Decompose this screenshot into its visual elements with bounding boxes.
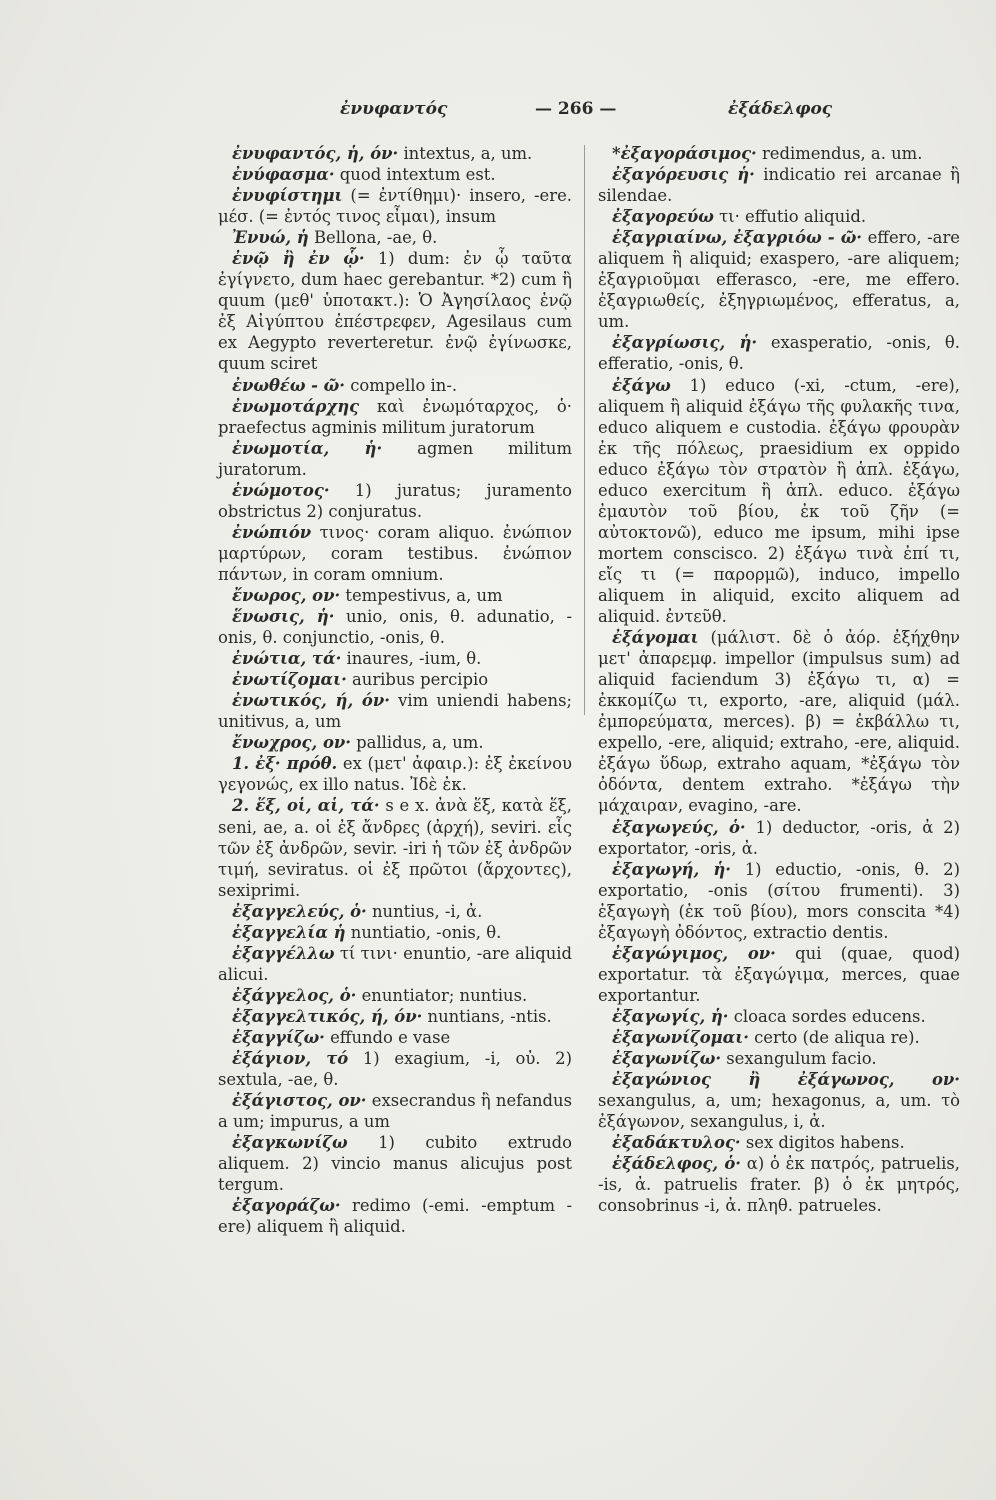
entry-definition: compello in-. (344, 375, 458, 395)
dictionary-entry (218, 227, 572, 248)
entry-definition: nuntiatio, -onis, θ. (345, 922, 502, 942)
entry-definition: quod intextum est. (334, 165, 496, 185)
header-first-word: ἐνυφαντός (340, 99, 448, 119)
dictionary-entry (218, 143, 572, 164)
entry-definition: τί τινι· enuntio, -are aliquid alicui. (218, 943, 572, 984)
entry-headword: 1. ἐξ· πρόθ. (232, 754, 338, 774)
dictionary-entry (218, 396, 572, 438)
dictionary-entry (598, 1006, 960, 1027)
entry-definition: (μάλιστ. δὲ ὁ ἀόρ. ἐξήχθην μετ' ἀπαρεμφ. impellor (impulsus sum) ad aliquid faciendum 3) ἐξάγω τι, α) = ἐκκομίζω τι, exporto, -are, aliquid (μάλ. ἐμπορεύματα, merces). β) = ἐκβάλλω τι, expello, -ere, aliquid; extraho, -ere, aliquid. ἐξάγω ὕδωρ, extraho aquam, *ἐξάγω τὸν ὀδόντα, dentem extraho. *ἐξάγω τὴν μάχαιραν, evagino, -are. (598, 628, 960, 816)
dictionary-entry (218, 901, 572, 922)
entry-definition: exsecrandus ἢ nefandus a um; impurus, a um (218, 1091, 572, 1132)
entry-definition: indicatio rei arcanae ἢ silendae. (598, 165, 960, 206)
entry-headword: ἐξαγκωνίζω (232, 1133, 348, 1153)
entry-definition: τινος· coram aliquo. ἐνώπιον μαρτύρων, coram testibus. ἐνώπιον πάντων, in coram omnium. (218, 522, 572, 584)
dictionary-entry (218, 438, 572, 480)
entry-headword: ἐνώτια, τά· (232, 649, 342, 669)
entry-definition: redimo (-emi. -emptum -ere) aliquem ἢ aliquid. (218, 1196, 572, 1237)
dictionary-entry (218, 164, 572, 185)
entry-definition: sexangulum facio. (721, 1049, 877, 1069)
entry-definition: sex digitos habens. (740, 1133, 905, 1153)
dictionary-entry (218, 1195, 572, 1237)
entry-headword: ἐνώμοτος· (232, 480, 330, 500)
dictionary-entry (218, 1132, 572, 1195)
entry-headword: ἐξαγγελεύς, ὁ· (232, 901, 367, 921)
entry-headword: ἐνυφαντός, ἡ, όν· (232, 144, 399, 163)
dictionary-entry (598, 627, 960, 816)
entry-definition: effundo e vase (324, 1027, 451, 1047)
entry-headword: ἐνώπιόν (232, 522, 312, 542)
dictionary-entry (218, 585, 572, 606)
entry-definition: tempestivus, a, um (340, 585, 503, 605)
dictionary-entry (598, 1048, 960, 1069)
entry-headword: ἐξαγγελία ἡ (232, 922, 346, 942)
dictionary-entry (218, 248, 572, 374)
entry-headword: ἐξαγγίζω· (232, 1027, 325, 1047)
dictionary-entry (218, 1090, 572, 1132)
right-column (598, 143, 960, 1216)
entry-headword: ἐξαγγέλλω (232, 943, 335, 963)
dictionary-entry (218, 753, 572, 795)
dictionary-entry (598, 859, 960, 943)
dictionary-entry (218, 795, 572, 900)
dictionary-entry (218, 1048, 572, 1090)
entry-headword: ἐξάγιστος, ον· (232, 1091, 367, 1111)
dictionary-entry (598, 332, 960, 374)
dictionary-entry (598, 1069, 960, 1132)
entry-definition: certo (de aliqua re). (748, 1027, 920, 1047)
entry-definition: ex (μετ' ἀφαιρ.): ἐξ ἐκείνου γεγονώς, ex illo natus. Ἰδὲ ἐκ. (218, 754, 572, 795)
dictionary-entry (598, 1027, 960, 1048)
dictionary-entry (598, 143, 960, 164)
entry-definition: 1) dum: ἐν ᾧ ταῦτα ἐγίγνετο, dum haec gerebantur. *2) cum ἢ quum (μεθ' ὑποτακτ.): Ὁ Ἀγησίλαος ἐνῷ ἐξ Αἰγύπτου ἐπέστρεφεν, Agesilaus cum ex Aegypto reverteretur. ἐνῷ ἐγίνωσκε, quum sciret (218, 249, 572, 374)
entry-headword: ἐξαγριαίνω, ἐξαγριόω - ῶ· (612, 228, 863, 248)
dictionary-entry (218, 943, 572, 985)
entry-headword: ἐνύφασμα· (232, 165, 335, 185)
entry-definition: 1) juratus; juramento obstrictus 2) conjuratus. (218, 480, 572, 521)
entry-headword: ἕνωσις, ἡ· (232, 607, 335, 627)
dictionary-entry (218, 985, 572, 1006)
entry-headword: ἐξαγωνίζομαι· (612, 1027, 749, 1047)
dictionary-entry (598, 817, 960, 859)
entry-definition: 1) educo (-xi, -ctum, -ere), aliquem ἢ aliquid ἐξάγω τῆς φυλακῆς τινα, educo aliquem e custodia. ἐξάγω φρουρὰν ἐκ τῆς πόλεως, praesidium ex oppido educo ἐξάγω τὸν στρατὸν ἢ ἁπλ. ἐξάγω, educo exercitum ἢ ἁπλ. educo. ἐξάγω ἐμαυτὸν τοῦ βίου, ἐκ τοῦ ζῆν (= αὐτοκτονῶ), educo me ipsum, mihi ipse mortem conscisco. 2) ἐξάγω τινὰ ἐπί τι, εἴς τι (= παρορμῶ), induco, impello aliquem in aliquid, excito aliquem ad aliquid. ἐντεῦθ. (598, 375, 960, 627)
dictionary-entry (218, 375, 572, 396)
entry-headword: ἐξαγοράζω· (232, 1196, 341, 1216)
entry-definition: nuntians, -ntis. (422, 1006, 552, 1026)
entry-headword: ἐξαγρίωσις, ἡ· (612, 333, 758, 353)
entry-definition: agmen militum juratorum. (218, 438, 573, 479)
entry-definition: nuntius, -i, ἀ. (366, 901, 483, 921)
entry-headword: ἔνωχρος, ον· (232, 733, 351, 753)
entry-definition: Bellona, -ae, θ. (308, 228, 438, 248)
dictionary-entry (218, 690, 572, 732)
entry-definition: τι· effutio aliquid. (713, 207, 867, 227)
entry-headword: ἐνωμοτάρχης (232, 396, 360, 416)
entry-headword: 2. ἕξ, οἱ, αἱ, τά· (232, 796, 380, 816)
entry-definition: redimendus, a. um. (756, 144, 923, 163)
dictionary-entry (218, 1027, 572, 1048)
entry-headword: ἐνωμοτία, ἡ· (232, 438, 383, 458)
running-head (0, 93, 996, 127)
entry-headword: ἐξαγώνιος ἢ ἐξάγωνος, ον· (612, 1070, 960, 1090)
entry-headword: ἐξαγωγίς, ἡ· (612, 1006, 729, 1026)
entry-headword: ἔνωρος, ον· (232, 585, 341, 605)
entry-definition: 1) exagium, -i, οὐ. 2) sextula, -ae, θ. (218, 1049, 572, 1090)
dictionary-entry (218, 669, 572, 690)
entry-definition: inaures, -ium, θ. (341, 649, 482, 669)
dictionary-entry (218, 922, 572, 943)
entry-headword: ἐνυφίστημι (232, 186, 343, 206)
entry-headword: ἐξάγομαι (612, 628, 699, 648)
column-divider (584, 145, 585, 715)
dictionary-entry (598, 943, 960, 1006)
entry-headword: ἐξάγγελος, ὁ· (232, 985, 357, 1005)
entry-definition: 1) deductor, -oris, ἀ 2) exportator, -oris, ἀ. (598, 817, 960, 858)
entry-definition: s e x. ἀνὰ ἕξ, κατὰ ἕξ, seni, ae, a. οἱ ἐξ ἄνδρες (ἀρχή), seviri. εἷς τῶν ἐξ ἀνδρῶν, sevir. -iri ἡ τῶν ἐξ ἀνδρῶν τιμή, seviratus. οἱ ἐξ πρῶτοι (ἄρχοντες), sexiprimi. (218, 796, 573, 900)
entry-definition: pallidus, a, um. (350, 733, 484, 753)
dictionary-entry (598, 227, 960, 332)
entry-headword: ἐξαγόρευσις ἡ· (612, 165, 755, 185)
dictionary-entry (218, 480, 572, 522)
entry-headword: ἐξάγω (612, 375, 671, 395)
entry-definition: qui (quae, quod) exportatur. τὰ ἐξαγώγιμα, merces, quae exportantur. (598, 943, 960, 1005)
entry-headword: *ἐξαγοράσιμος· (612, 144, 757, 163)
page-number: — 266 — (535, 99, 617, 119)
entry-definition: exasperatio, -onis, θ. efferatio, -onis, θ. (598, 333, 960, 374)
entry-headword: ἐξαγγελτικός, ή, όν· (232, 1006, 423, 1026)
entry-headword: ἐξαγωγεύς, ὁ· (612, 817, 746, 837)
header-last-word: ἐξάδελφος (728, 99, 833, 119)
dictionary-entry (218, 185, 572, 227)
dictionary-entry (598, 164, 960, 206)
entry-definition: καὶ ἐνωμόταρχος, ὁ· praefectus agminis militum juratorum (218, 396, 572, 437)
dictionary-entry (598, 375, 960, 628)
entry-definition: (= ἐντίθημι)· insero, -ere. μέσ. (= ἐντός τινος εἶμαι), insum (218, 186, 572, 227)
entry-definition: cloaca sordes educens. (728, 1006, 926, 1026)
dictionary-entry (218, 606, 572, 648)
entry-headword: ἐξαγώγιμος, ον· (612, 943, 776, 963)
entry-headword: ἐξάγιον, τό (232, 1049, 349, 1069)
dictionary-entry (218, 522, 572, 585)
entry-definition: sexangulus, a, um; hexagonus, a, um. τὸ ἐξάγωνον, sexangulus, i, ἀ. (598, 1091, 960, 1132)
entry-definition: 1) eductio, -onis, θ. 2) exportatio, -onis (σίτου frumenti). 3) ἐξαγωγὴ (ἐκ τοῦ βίου), mors conscita *4) ἐξαγωγὴ ὀδόντος, extractio dentis. (598, 859, 960, 942)
dictionary-entry (218, 648, 572, 669)
entry-definition: auribus percipio (346, 670, 489, 690)
entry-definition: effero, -are aliquem ἢ aliquid; exaspero, -are aliquem; ἐξαγριοῦμαι efferasco, -ere, me effero. ἐξαγριωθείς, ἐξηγριωμένος, efferatus, a, um. (598, 228, 960, 332)
entry-definition: α) ὁ ἐκ πατρός, patruelis, -is, ἀ. patruelis frater. β) ὁ ἐκ μητρός, consobrinus -i, ἀ. πληθ. patrueles. (598, 1154, 960, 1216)
entry-definition: enuntiator; nuntius. (356, 985, 528, 1005)
dictionary-entry (218, 732, 572, 753)
entry-headword: ἐξάδελφος, ὁ· (612, 1154, 742, 1174)
entry-headword: ἐνωθέω - ῶ· (232, 375, 345, 395)
left-column (218, 143, 572, 1237)
entry-definition: intextus, a, um. (398, 144, 533, 163)
entry-definition: vim uniendi habens; unitivus, a, um (218, 691, 573, 732)
dictionary-entry (218, 1006, 572, 1027)
entry-headword: ἐνῷ ἢ ἐν ᾧ· (232, 249, 365, 269)
entry-headword: ἐνωτικός, ή, όν· (232, 691, 390, 711)
entry-definition: 1) cubito extrudo aliquem. 2) vincio manus alicujus post tergum. (218, 1133, 572, 1195)
entry-headword: Ἐνυώ, ἡ (232, 228, 309, 248)
entry-headword: ἐξαγωγή, ἡ· (612, 859, 731, 879)
entry-headword: ἐνωτίζομαι· (232, 670, 347, 690)
dictionary-entry (598, 1153, 960, 1216)
entry-headword: ἐξαδάκτυλος· (612, 1133, 741, 1153)
dictionary-entry (598, 1132, 960, 1153)
entry-headword: ἐξαγωνίζω· (612, 1049, 722, 1069)
dictionary-entry (598, 206, 960, 227)
entry-headword: ἐξαγορεύω (612, 207, 714, 227)
entry-definition: unio, onis, θ. adunatio, -onis, θ. conjunctio, -onis, θ. (218, 607, 572, 648)
